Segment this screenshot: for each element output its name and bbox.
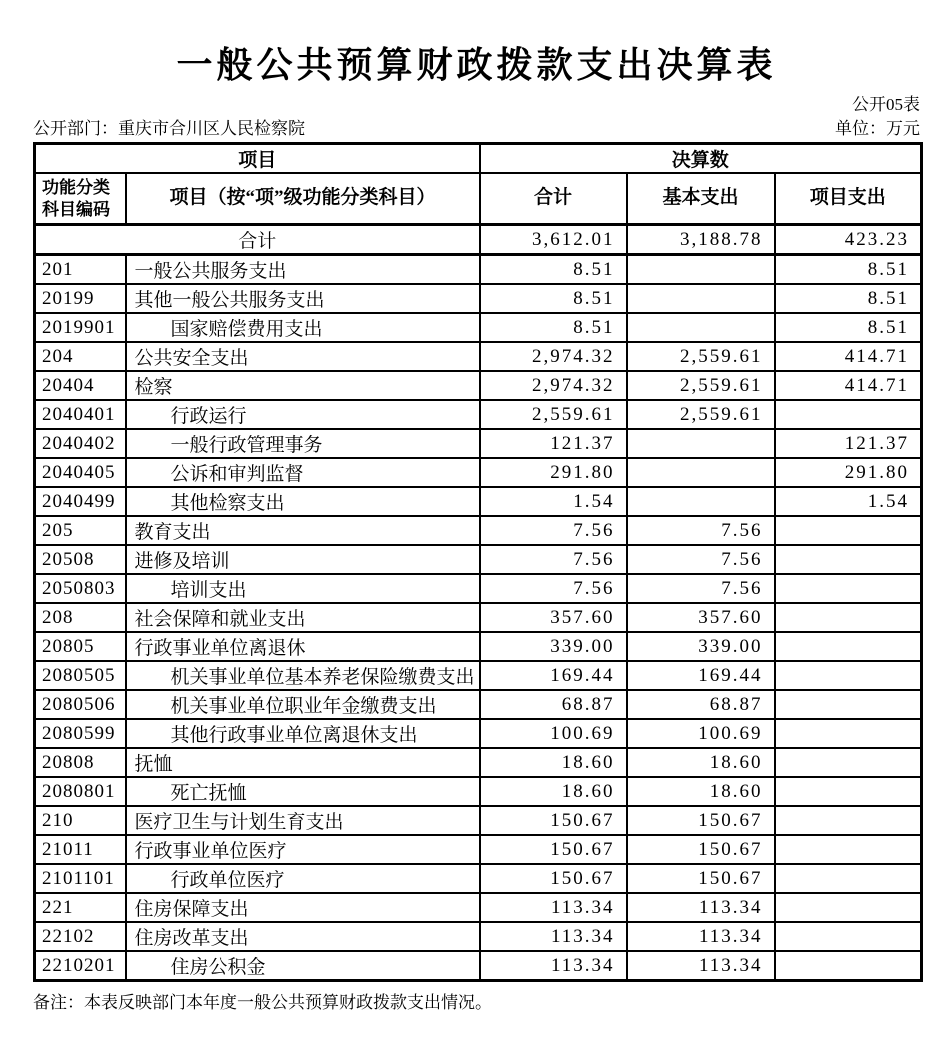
row-basic: 113.34 <box>627 893 775 922</box>
row-project: 291.80 <box>775 458 922 487</box>
table-row <box>35 661 922 690</box>
row-basic <box>627 284 775 313</box>
row-total: 7.56 <box>480 516 627 545</box>
row-code: 2040402 <box>35 429 126 458</box>
row-basic: 7.56 <box>627 516 775 545</box>
row-project <box>775 719 922 748</box>
table-row <box>35 458 922 487</box>
row-item: 行政运行 <box>126 400 480 429</box>
row-code: 21011 <box>35 835 126 864</box>
row-code: 2040405 <box>35 458 126 487</box>
table-row <box>35 487 922 516</box>
header-basic: 基本支出 <box>627 173 775 225</box>
row-item: 其他行政事业单位离退休支出 <box>126 719 480 748</box>
row-total: 8.51 <box>480 313 627 342</box>
row-total: 8.51 <box>480 255 627 285</box>
row-project <box>775 516 922 545</box>
table-row <box>35 313 922 342</box>
row-basic: 2,559.61 <box>627 400 775 429</box>
row-project <box>775 545 922 574</box>
table-number: 公开05表 <box>852 94 920 114</box>
table-row <box>35 545 922 574</box>
row-project: 414.71 <box>775 371 922 400</box>
total-row-label: 合计 <box>35 225 480 255</box>
row-code: 201 <box>35 255 126 285</box>
row-item: 培训支出 <box>126 574 480 603</box>
row-item: 住房改革支出 <box>126 922 480 951</box>
table-row <box>35 864 922 893</box>
row-code: 2101101 <box>35 864 126 893</box>
row-total: 113.34 <box>480 951 627 981</box>
budget-table <box>33 142 923 982</box>
row-project <box>775 864 922 893</box>
row-project <box>775 748 922 777</box>
table-row <box>35 719 922 748</box>
row-basic: 113.34 <box>627 951 775 981</box>
page-title: 一般公共预算财政拨款支出决算表 <box>176 45 777 85</box>
row-item: 死亡抚恤 <box>126 777 480 806</box>
row-item: 行政单位医疗 <box>126 864 480 893</box>
row-basic: 7.56 <box>627 545 775 574</box>
total-row <box>35 225 922 255</box>
row-total: 2,974.32 <box>480 342 627 371</box>
row-project <box>775 922 922 951</box>
table-row <box>35 748 922 777</box>
table-row <box>35 342 922 371</box>
header-project: 项目支出 <box>775 173 922 225</box>
row-basic <box>627 255 775 285</box>
row-item: 医疗卫生与计划生育支出 <box>126 806 480 835</box>
row-code: 2040401 <box>35 400 126 429</box>
table-row <box>35 777 922 806</box>
total-row-project: 423.23 <box>775 225 922 255</box>
row-basic <box>627 458 775 487</box>
row-total: 150.67 <box>480 835 627 864</box>
row-item: 抚恤 <box>126 748 480 777</box>
row-item: 教育支出 <box>126 516 480 545</box>
row-basic <box>627 313 775 342</box>
row-code: 20808 <box>35 748 126 777</box>
table-row <box>35 371 922 400</box>
row-code: 22102 <box>35 922 126 951</box>
row-basic <box>627 429 775 458</box>
row-basic: 2,559.61 <box>627 371 775 400</box>
row-total: 7.56 <box>480 545 627 574</box>
row-item: 其他检察支出 <box>126 487 480 516</box>
row-project <box>775 632 922 661</box>
note-line: 备注：本表反映部门本年度一般公共预算财政拨款支出情况。 <box>33 993 492 1013</box>
row-total: 113.34 <box>480 893 627 922</box>
row-total: 2,559.61 <box>480 400 627 429</box>
table-row <box>35 284 922 313</box>
row-item: 检察 <box>126 371 480 400</box>
row-project: 1.54 <box>775 487 922 516</box>
row-project <box>775 690 922 719</box>
row-code: 210 <box>35 806 126 835</box>
row-code: 2080505 <box>35 661 126 690</box>
row-item: 机关事业单位职业年金缴费支出 <box>126 690 480 719</box>
header-item: 项目（按“项”级功能分类科目） <box>126 173 480 225</box>
row-code: 2040499 <box>35 487 126 516</box>
row-project <box>775 400 922 429</box>
row-basic <box>627 487 775 516</box>
total-row-basic: 3,188.78 <box>627 225 775 255</box>
row-code: 20404 <box>35 371 126 400</box>
row-project <box>775 777 922 806</box>
document-page <box>33 0 920 1014</box>
table-row <box>35 893 922 922</box>
row-project <box>775 893 922 922</box>
table-row <box>35 632 922 661</box>
row-total: 18.60 <box>480 748 627 777</box>
table-row <box>35 574 922 603</box>
row-code: 20805 <box>35 632 126 661</box>
row-total: 68.87 <box>480 690 627 719</box>
row-item: 行政事业单位离退休 <box>126 632 480 661</box>
row-basic: 18.60 <box>627 777 775 806</box>
row-total: 339.00 <box>480 632 627 661</box>
row-project <box>775 951 922 981</box>
row-total: 357.60 <box>480 603 627 632</box>
row-item: 一般行政管理事务 <box>126 429 480 458</box>
header-group-amount: 决算数 <box>480 144 922 174</box>
row-item: 公诉和审判监督 <box>126 458 480 487</box>
row-code: 2080801 <box>35 777 126 806</box>
row-item: 一般公共服务支出 <box>126 255 480 285</box>
row-code: 205 <box>35 516 126 545</box>
total-row-total: 3,612.01 <box>480 225 627 255</box>
row-total: 18.60 <box>480 777 627 806</box>
row-total: 150.67 <box>480 864 627 893</box>
row-project <box>775 574 922 603</box>
table-row <box>35 806 922 835</box>
row-code: 208 <box>35 603 126 632</box>
row-basic: 150.67 <box>627 806 775 835</box>
row-item: 住房公积金 <box>126 951 480 981</box>
row-project <box>775 806 922 835</box>
row-basic: 357.60 <box>627 603 775 632</box>
row-total: 291.80 <box>480 458 627 487</box>
row-total: 121.37 <box>480 429 627 458</box>
table-row <box>35 922 922 951</box>
row-project: 414.71 <box>775 342 922 371</box>
row-item: 行政事业单位医疗 <box>126 835 480 864</box>
row-item: 住房保障支出 <box>126 893 480 922</box>
row-code: 2080599 <box>35 719 126 748</box>
row-item: 其他一般公共服务支出 <box>126 284 480 313</box>
row-project: 8.51 <box>775 313 922 342</box>
row-item: 机关事业单位基本养老保险缴费支出 <box>126 661 480 690</box>
row-project: 8.51 <box>775 284 922 313</box>
table-row <box>35 429 922 458</box>
row-project <box>775 603 922 632</box>
row-project: 8.51 <box>775 255 922 285</box>
row-item: 社会保障和就业支出 <box>126 603 480 632</box>
row-basic: 150.67 <box>627 835 775 864</box>
header-total: 合计 <box>480 173 627 225</box>
table-row <box>35 255 922 285</box>
row-code: 2050803 <box>35 574 126 603</box>
department-name: 重庆市合川区人民检察院 <box>118 118 305 138</box>
row-code: 20199 <box>35 284 126 313</box>
row-total: 100.69 <box>480 719 627 748</box>
department-label: 公开部门： <box>33 118 118 138</box>
row-total: 1.54 <box>480 487 627 516</box>
row-total: 8.51 <box>480 284 627 313</box>
header-code: 功能分类科目编码 <box>35 173 126 225</box>
row-basic: 169.44 <box>627 661 775 690</box>
row-basic: 100.69 <box>627 719 775 748</box>
row-basic: 150.67 <box>627 864 775 893</box>
row-code: 221 <box>35 893 126 922</box>
row-total: 7.56 <box>480 574 627 603</box>
row-code: 204 <box>35 342 126 371</box>
table-row <box>35 400 922 429</box>
row-project <box>775 661 922 690</box>
table-row <box>35 603 922 632</box>
meta-row <box>33 118 920 139</box>
department-line <box>33 118 305 139</box>
row-basic: 68.87 <box>627 690 775 719</box>
table-row <box>35 516 922 545</box>
row-basic: 113.34 <box>627 922 775 951</box>
row-project: 121.37 <box>775 429 922 458</box>
unit-label: 单位：万元 <box>835 118 920 138</box>
row-item: 进修及培训 <box>126 545 480 574</box>
header-group-row <box>35 144 922 174</box>
table-row <box>35 951 922 981</box>
row-code: 20508 <box>35 545 126 574</box>
row-total: 150.67 <box>480 806 627 835</box>
row-basic: 2,559.61 <box>627 342 775 371</box>
row-basic: 7.56 <box>627 574 775 603</box>
header-col-row <box>35 173 922 225</box>
row-total: 2,974.32 <box>480 371 627 400</box>
row-code: 2080506 <box>35 690 126 719</box>
row-code: 2019901 <box>35 313 126 342</box>
row-total: 113.34 <box>480 922 627 951</box>
row-basic: 18.60 <box>627 748 775 777</box>
row-total: 169.44 <box>480 661 627 690</box>
row-item: 国家赔偿费用支出 <box>126 313 480 342</box>
row-item: 公共安全支出 <box>126 342 480 371</box>
table-row <box>35 835 922 864</box>
row-project <box>775 835 922 864</box>
row-basic: 339.00 <box>627 632 775 661</box>
header-group-item: 项目 <box>35 144 480 174</box>
table-row <box>35 690 922 719</box>
row-code: 2210201 <box>35 951 126 981</box>
